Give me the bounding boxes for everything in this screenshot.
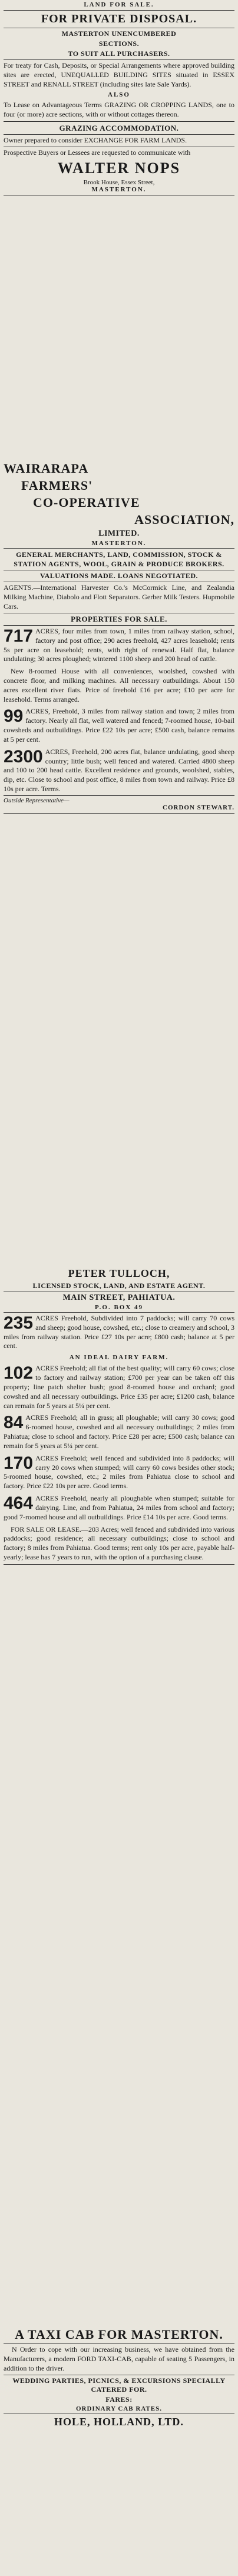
divider [4,795,234,796]
association-limited: LIMITED. [98,529,140,538]
listing [4,1454,234,1491]
listing [4,1413,234,1450]
taxi-fares: FARES: [105,2395,133,2404]
listing-number: 99 [4,706,24,726]
listing-text: ACRES, Freehold, 3 miles from railway station and town; 2 miles from factory. Nearly all flat, well watered and fenced; 7-roomed house, 10-bail cowsheds and outbuildings. Price £22 10s per acre; £500 cash, balance remains at 5 per cent. [4,707,234,743]
grazing-body: Owner prepared to consider EXCHANGE FOR FARM LANDS. [4,136,187,145]
ad-body: For treaty for Cash, Deposits, or Special Arrangements where approved building sites are erected, UNEQUALLED BUILDING SITES situated in ESSEX STREET and RENALL STREET (including sites late Sale Yards). [4,61,234,88]
listing [4,1314,234,1351]
association-agents: AGENTS.—International Harvester Co.'s McCormick Line, and Zealandia Milking Machine, Diabolo and Flott Separators. Gerber Milk Testers. Hupmobile Cars. [4,583,234,611]
newspaper-column [4,0,234,2576]
listing-text: ACRES Freehold, nearly all ploughable when stumped; suitable for dairying. Line, and from Pahiatua, 24 miles from school and factory; good 7-roomed house and all outbuildings. Price £14 10s per acre. Good terms. [4,1494,234,1521]
listing-text: ACRES Freehold, Subdivided into 7 paddocks; will carry 70 cows and sheep; good house, cowshed, etc.; close to creamery and school, 3 miles from railway station. Price £27 10s per acre; £800 cash; balance at 5 per cent. [4,1314,234,1350]
association-title: FARMERS' [21,478,93,493]
listing-number: 2300 [4,746,43,766]
listing-text: ACRES, four miles from town, 1 miles from railway station, school, factory and post office; 290 acres freehold, 427 acres leasehold; rents 5s per acre on leasehold; rents, with right of renewal. Half flat, balance undulating; 30 acres ploughed; wintered 1100 sheep and 200 head of cattle. [4,626,234,663]
divider [4,134,234,135]
listing-text: New 8-roomed House with all conveniences, woolshed, cowshed with concrete floor, and milking machines. All necessary outbuildings. About 150 acres excellent river flats. Price of freehold £16 per acre; £10 per acre for leasehold. Terms arranged. [4,667,234,703]
listing-text: ACRES Freehold; well fenced and subdivided into 8 paddocks; will carry 20 cows when stumped; will carry 60 cows besides other stock; 5-roomed house, cowshed, etc.; 2 miles from Pahiatua close to school and factory. Price £22 10s per acre. Good terms. [4,1453,234,1491]
listing-text: FOR SALE OR LEASE.—203 Acres; well fenced and subdivided into various paddocks; good residence; all necessary outbuildings; close to school and factory; 8 miles from Pahiatua. Good terms; rent only 10s per acre, payable half-yearly; lease has 7 years to run, with the option of a purchasing clause. [4,1525,234,1562]
agent-name: PETER TULLOCH, [68,1267,170,1279]
ad-also: ALSO [108,91,130,99]
tulloch-ad [4,1266,234,1566]
listing [4,627,234,664]
listing [4,1494,234,1522]
private-sale-ad [4,1,234,197]
divider [4,10,234,11]
listing-number: 717 [4,626,34,646]
taxi-ad [4,2325,234,2430]
association-title: ASSOCIATION, [134,512,234,527]
ad-subtitle: MASTERTON UNENCUMBERED [61,29,177,38]
listing [4,707,234,744]
divider [4,548,234,549]
listing-heading: AN IDEAL DAIRY FARM. [69,1354,169,1362]
agent-street: MAIN STREET, PAHIATUA. [62,1293,176,1302]
outside-rep-label: Outside Representative— [4,796,70,804]
ad-subtitle: TO SUIT ALL PURCHASERS. [68,49,170,58]
association-services: GENERAL MERCHANTS, LAND, COMMISSION, STOCK & STATION AGENTS, WOOL, GRAIN & PRODUCE BROKERS. [14,550,224,569]
nops-intro: Prospective Buyers or Lessees are requested to communicate with [4,148,191,157]
agent-po-box: P.O. BOX 49 [94,1304,144,1311]
listing [4,1364,234,1410]
outside-rep-name: CORDON STEWART. [163,804,234,811]
wairarapa-ad [4,459,234,815]
nops-name: WALTER NOPS [57,159,181,177]
ad-header: LAND FOR SALE. [84,1,154,8]
taxi-firm: HOLE, HOLLAND, LTD. [54,2415,184,2428]
agent-services: LICENSED STOCK, LAND, AND ESTATE AGENT. [32,1282,206,1290]
divider [4,625,234,626]
association-title: CO-OPERATIVE [33,495,140,510]
ad-lease: To Lease on Advantageous Terms GRAZING OR CROPPING LANDS, one to four (or more) acre sections, with or without cottages thereon. [4,101,234,119]
divider [4,1312,234,1313]
grazing-title: GRAZING ACCOMMODATION. [59,124,179,133]
association-town: MASTERTON. [91,540,147,547]
divider [4,1564,234,1565]
nops-town: MASTERTON. [91,185,147,193]
listing [4,748,234,794]
listing-text: ACRES Freehold; all flat of the best quality; will carry 60 cows; close to factory and railway station; £700 per year can be taken off this property; line patch shelter bush; good 8-roomed house and orchard; good cowshed and all necessary outbuildings. Price £35 per acre; £1200 cash, balance can remain for 5 years at 5¼ per cent. [4,1364,234,1410]
ad-subtitle: SECTIONS. [98,39,140,48]
listing-number: 84 [4,1413,24,1433]
listing-number: 235 [4,1313,34,1333]
divider [4,2343,234,2344]
listing-text: ACRES, Freehold, 200 acres flat, balance undulating, good sheep country; little bush; well fenced and watered. Carried 4800 sheep and 100 to 200 head cattle. Excellent residence and grounds, woolshed, stables, dip, etc. Close to school and post office, 8 miles from town and railway. Price £8 10s per acre. Terms. [4,747,234,794]
divider [4,59,234,60]
listing-number: 170 [4,1453,34,1473]
taxi-wedding: WEDDING PARTIES, PICNICS, & EXCURSIONS SPECIALLY CATERED FOR. [12,2376,226,2394]
divider [4,813,234,814]
nops-address: Brook House, Essex Street, [83,178,155,186]
ad-title: FOR PRIVATE DISPOSAL. [41,12,197,25]
listing-number: 464 [4,1493,34,1513]
properties-title: PROPERTIES FOR SALE. [71,614,167,623]
listing-text: ACRES Freehold; all in grass; all ploughable; will carry 30 cows; good 6-roomed house, cowshed and all necessary outbuildings; 2 miles from Pahiatua; close to school and factory. Price £28 per acre; £500 cash; balance can remain for 5 years at 5¼ per cent. [4,1413,234,1450]
taxi-ordinary: ORDINARY CAB RATES. [75,2405,163,2412]
divider [4,121,234,122]
listing-number: 102 [4,1363,34,1383]
taxi-title: A TAXI CAB FOR MASTERTON. [15,2327,223,2342]
taxi-body: N Order to cope with our increasing business, we have obtained from the Manufacturers, a modern FORD TAXI-CAB, capable of seating 5 Passengers, in addition to the driver. [4,2345,234,2372]
association-title: WAIRARAPA [4,461,89,476]
association-valuations: VALUATIONS MADE. LOANS NEGOTIATED. [39,572,199,580]
